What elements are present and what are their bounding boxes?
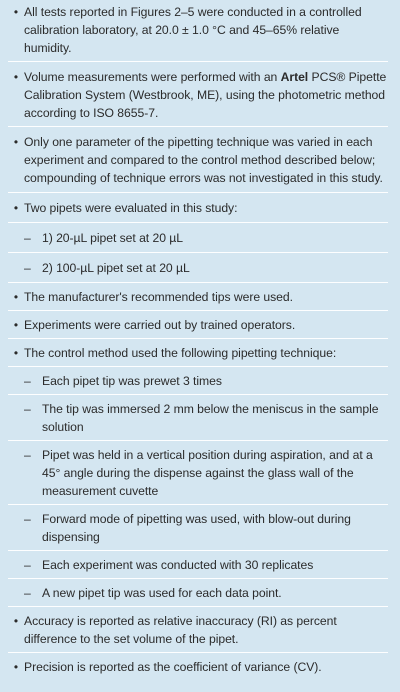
dash-marker: –	[24, 512, 31, 526]
divider	[8, 192, 388, 193]
bullet-marker: •	[13, 201, 19, 215]
dash-marker: –	[24, 402, 31, 416]
sub-list-item	[8, 551, 388, 578]
dash-marker: –	[24, 231, 31, 245]
divider	[8, 126, 388, 127]
bullet-marker: •	[13, 290, 19, 304]
sub-list-item	[8, 579, 388, 606]
bullet-marker: •	[13, 660, 19, 674]
bullet-marker: •	[13, 5, 19, 19]
item-text-part: Volume measurements were performed with an	[24, 70, 281, 84]
divider	[8, 222, 388, 223]
item-text: The control method used the following pipetting technique:	[24, 346, 337, 360]
list-item	[8, 193, 388, 222]
item-text: Forward mode of pipetting was used, with blow-out during dispensing	[42, 512, 351, 544]
divider	[8, 578, 388, 579]
item-text-part: PCS® Pipette Calibration System (Westbrook, ME), using the photometric method according to ISO 8655-7.	[24, 70, 387, 120]
divider	[8, 504, 388, 505]
dash-marker: –	[24, 586, 31, 600]
list-item	[8, 339, 388, 366]
divider	[8, 310, 388, 311]
bullet-marker: •	[13, 135, 19, 149]
dash-marker: –	[24, 558, 31, 572]
divider	[8, 61, 388, 62]
brand-name: Artel	[280, 70, 309, 84]
item-text: Accuracy is reported as relative inaccuracy (RI) as percent difference to the set volume of the pipet.	[24, 614, 337, 646]
bullet-marker: •	[13, 70, 19, 84]
divider	[8, 394, 388, 395]
dash-marker: –	[24, 448, 31, 462]
list-item	[8, 653, 388, 680]
list-item	[8, 0, 388, 61]
divider	[8, 366, 388, 367]
sub-list-item	[8, 253, 388, 282]
item-text: All tests reported in Figures 2–5 were conducted in a controlled calibration laboratory, at 20.0 ± 1.0 °C and 45–65% relative humidity.	[24, 5, 362, 55]
sub-list-item	[8, 395, 388, 440]
list-item	[8, 283, 388, 310]
item-text: 1) 20-µL pipet set at 20 µL	[42, 231, 183, 245]
item-text: 2) 100-µL pipet set at 20 µL	[42, 261, 190, 275]
item-text: A new pipet tip was used for each data point.	[42, 586, 282, 600]
list-item	[8, 127, 388, 192]
item-text: Each experiment was conducted with 30 replicates	[42, 558, 314, 572]
list-item	[8, 62, 388, 126]
item-text: Precision is reported as the coefficient of variance (CV).	[24, 660, 322, 674]
dash-marker: –	[24, 374, 31, 388]
divider	[8, 252, 388, 253]
divider	[8, 550, 388, 551]
list-item	[8, 607, 388, 652]
divider	[8, 282, 388, 283]
sub-list-item	[8, 367, 388, 394]
list-item	[8, 311, 388, 338]
item-text: Each pipet tip was prewet 3 times	[42, 374, 222, 388]
sub-list-item	[8, 223, 388, 252]
divider	[8, 338, 388, 339]
divider	[8, 606, 388, 607]
divider	[8, 652, 388, 653]
item-text: Two pipets were evaluated in this study:	[24, 201, 238, 215]
item-text: The manufacturer's recommended tips were used.	[24, 290, 293, 304]
dash-marker: –	[24, 261, 31, 275]
item-text: Pipet was held in a vertical position during aspiration, and at a 45° angle during the dispense against the glass wall of the measurement cuvette	[42, 448, 373, 498]
sub-list-item	[8, 505, 388, 550]
item-text: The tip was immersed 2 mm below the meniscus in the sample solution	[42, 402, 379, 434]
divider	[8, 440, 388, 441]
item-text	[24, 68, 388, 122]
bullet-marker: •	[13, 614, 19, 628]
sub-list-item	[8, 441, 388, 504]
bullet-marker: •	[13, 346, 19, 360]
item-text: Experiments were carried out by trained operators.	[24, 318, 296, 332]
bullet-marker: •	[13, 318, 19, 332]
item-text: Only one parameter of the pipetting technique was varied in each experiment and compared to the control method described below; compounding of technique errors was not investigated in this study.	[24, 135, 383, 185]
